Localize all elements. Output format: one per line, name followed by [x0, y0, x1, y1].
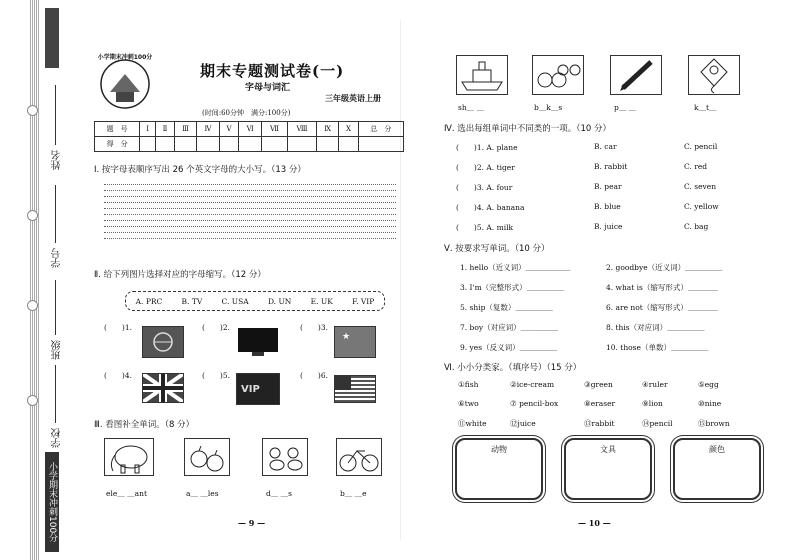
score-header-cell: 题 号	[95, 122, 140, 137]
word-9: ⑨lion	[642, 399, 663, 408]
q4-row-2-a[interactable]: ( )2. A. tiger	[456, 163, 515, 172]
q5-item-10-label: 10. those（单数）	[606, 343, 671, 352]
score-header-cell: Ⅵ	[239, 122, 262, 137]
svg-text:★: ★	[342, 332, 351, 342]
score-cell[interactable]	[156, 137, 175, 152]
word-8: ⑧eraser	[584, 399, 616, 408]
bike-image	[336, 438, 382, 476]
page-divider	[400, 20, 401, 540]
q5-item-4[interactable]: 4. what is（缩写形式）＿＿＿＿	[606, 283, 718, 292]
dogs-image	[262, 438, 308, 476]
section5-title: Ⅴ. 按要求写单词。（10 分）	[444, 244, 550, 254]
logo	[92, 52, 158, 112]
word-bike[interactable]: b＿ ＿e	[340, 489, 367, 498]
word-12: ⑫juice	[510, 419, 536, 428]
q5-item-5[interactable]: 5. ship（复数）＿＿＿＿＿	[460, 303, 553, 312]
apples-image	[184, 438, 230, 476]
score-header-cell: Ⅹ	[339, 122, 358, 137]
q4-row-1-b: B. car	[594, 142, 617, 151]
q5-item-4-label: 4. what is（缩写形式）	[606, 283, 688, 292]
score-table	[94, 121, 404, 152]
word-bikes[interactable]: b＿k＿s	[534, 103, 563, 112]
score-cell[interactable]	[317, 137, 339, 152]
category-colors-label: 颜色	[709, 445, 725, 454]
option-vip: F. VIP	[352, 296, 375, 306]
pen-image	[610, 55, 662, 95]
word-apples[interactable]: a＿ ＿les	[186, 489, 219, 498]
q4-row-3-b: B. pear	[594, 182, 622, 191]
word-6: ⑥two	[458, 399, 479, 408]
name-line	[55, 85, 56, 145]
kite-image	[688, 55, 740, 95]
china-flag-image	[334, 326, 376, 358]
q4-row-5-b: B. juice	[594, 222, 623, 231]
score-cell[interactable]	[175, 137, 197, 152]
word-elephant[interactable]: ele＿ ＿ant	[106, 489, 147, 498]
q5-item-5-label: 5. ship（复数）	[460, 303, 516, 312]
vip-card-text: VIP	[241, 384, 260, 395]
word-10: ⑩nine	[698, 399, 722, 408]
q5-item-3[interactable]: 3. I'm（完整形式）＿＿＿＿＿	[460, 283, 565, 292]
option-uk: E. UK	[310, 296, 333, 306]
elephant-image	[104, 438, 154, 476]
score-row-label: 得 分	[95, 137, 140, 152]
q2-item-4[interactable]: ( )4.	[104, 371, 133, 380]
score-header-cell: Ⅷ	[287, 122, 316, 137]
page-subtitle: 字母与词汇	[245, 83, 291, 93]
school-label: 学校	[52, 428, 63, 448]
q4-row-3-a[interactable]: ( )3. A. four	[456, 183, 513, 192]
score-cell[interactable]	[239, 137, 262, 152]
ship-image	[456, 55, 508, 95]
score-header-cell: Ⅲ	[175, 122, 197, 137]
q4-row-2-c: C. red	[684, 162, 708, 171]
bikes-image	[532, 55, 584, 95]
score-header-cell: Ⅴ	[219, 122, 238, 137]
section4-title: Ⅳ. 选出每组单词中不同类的一项。（10 分）	[444, 124, 612, 134]
q5-item-1-label: 1. hello（近义词）	[460, 263, 526, 272]
section1-title: Ⅰ. 按字母表顺序写出 26 个英文字母的大小写。（13 分）	[94, 165, 306, 175]
score-header-cell: Ⅱ	[156, 122, 175, 137]
score-cell[interactable]	[358, 137, 403, 152]
q4-row-2-b: B. rabbit	[594, 162, 628, 171]
id-label: 学号	[52, 248, 63, 268]
name-label: 姓名	[52, 150, 63, 170]
q4-row-4-c: C. yellow	[684, 202, 719, 211]
q5-item-7-label: 7. boy（对应词）	[460, 323, 521, 332]
tv-image	[236, 326, 280, 358]
q4-row-5-a[interactable]: ( )5. A. milk	[456, 223, 514, 232]
option-tv: B. TV	[181, 296, 203, 306]
word-pen[interactable]: p＿ ＿	[614, 103, 637, 112]
section3-title: Ⅲ. 看图补全单词。（8 分）	[94, 420, 195, 430]
score-cell[interactable]	[262, 137, 288, 152]
q5-item-3-label: 3. I'm（完整形式）	[460, 283, 527, 292]
q5-item-2[interactable]: 2. goodbye（近义词）＿＿＿＿＿	[606, 263, 723, 272]
binding-hole	[27, 210, 38, 221]
word-1: ①fish	[458, 380, 479, 389]
option-usa: C. USA	[221, 296, 249, 306]
q4-row-5-c: C. bag	[684, 222, 709, 231]
word-3: ③green	[584, 380, 613, 389]
category-stationery-label: 文具	[600, 445, 616, 454]
word-ship[interactable]: sh＿ ＿	[458, 103, 485, 112]
binding-hole	[27, 395, 38, 406]
q2-item-5[interactable]: ( )5.	[202, 371, 231, 380]
id-line	[55, 185, 56, 243]
page-title: 期末专题测试卷(一)	[200, 62, 345, 80]
word-2: ②ice-cream	[510, 380, 555, 389]
usa-flag-image	[334, 375, 376, 403]
q4-row-4-a[interactable]: ( )4. A. banana	[456, 203, 525, 212]
word-kite[interactable]: k＿t＿	[694, 103, 717, 112]
word-5: ⑤egg	[698, 380, 719, 389]
word-13: ⑬rabbit	[584, 419, 615, 428]
q2-item-6[interactable]: ( )6.	[300, 371, 329, 380]
category-colors-box[interactable]	[673, 438, 761, 500]
score-cell[interactable]	[287, 137, 316, 152]
category-animals-label: 动物	[491, 445, 507, 454]
binding-hole	[27, 300, 38, 311]
school-line	[55, 365, 56, 423]
q4-row-1-c: C. pencil	[684, 142, 718, 151]
un-flag-image	[142, 326, 184, 358]
q4-row-3-c: C. seven	[684, 182, 717, 191]
q5-item-6-label: 6. are not（缩写形式）	[606, 303, 688, 312]
grade-label: 三年级英语上册	[325, 93, 381, 103]
option-un: D. UN	[267, 296, 292, 306]
binding-strip	[30, 0, 40, 560]
section2-title: Ⅱ. 给下列图片选择对应的字母缩写。（12 分）	[94, 270, 266, 280]
score-header-cell: 总 分	[358, 122, 403, 137]
q5-item-7[interactable]: 7. boy（对应词）＿＿＿＿＿	[460, 323, 559, 332]
abbreviation-options	[125, 291, 385, 311]
score-cell[interactable]	[219, 137, 238, 152]
option-prc: A. PRC	[135, 296, 163, 306]
score-cell[interactable]	[339, 137, 358, 152]
score-header-cell: Ⅸ	[317, 122, 339, 137]
word-dogs[interactable]: d＿ ＿s	[266, 489, 293, 498]
q5-item-8[interactable]: 8. this（对应词）＿＿＿＿＿	[606, 323, 705, 332]
page-number-left: — 9 —	[238, 518, 266, 528]
q5-item-9[interactable]: 9. yes（反义词）＿＿＿＿＿	[460, 343, 558, 352]
vip-card-image	[236, 373, 280, 405]
binding-top-bar	[45, 8, 59, 68]
q5-item-10[interactable]: 10. those（单数）＿＿＿＿＿	[606, 343, 709, 352]
word-7: ⑦ pencil-box	[510, 399, 559, 408]
binding-brand: 小学期末冲刺100分	[45, 452, 59, 552]
q5-item-9-label: 9. yes（反义词）	[460, 343, 520, 352]
q5-item-8-label: 8. this（对应词）	[606, 323, 668, 332]
uk-flag-image	[142, 373, 184, 403]
q5-item-1[interactable]: 1. hello（近义词）＿＿＿＿＿＿	[460, 263, 571, 272]
page-number-right: — 10 —	[578, 518, 611, 528]
logo-text: 小学期末冲刺100分	[97, 54, 153, 61]
q2-item-2[interactable]: ( )2.	[202, 323, 231, 332]
q5-item-6[interactable]: 6. are not（缩写形式）＿＿＿＿	[606, 303, 718, 312]
time-label: (时间:60分钟 满分:100分)	[202, 109, 291, 117]
score-header-cell: Ⅳ	[197, 122, 220, 137]
category-animals-box[interactable]	[455, 438, 543, 500]
q4-row-4-b: B. blue	[594, 202, 621, 211]
word-11: ⑪white	[458, 419, 487, 428]
score-header-cell: Ⅰ	[140, 122, 156, 137]
word-15: ⑮brown	[698, 419, 730, 428]
section6-title: Ⅵ. 小小分类家。（填序号）（15 分）	[444, 363, 582, 373]
q4-row-1-a[interactable]: ( )1. A. plane	[456, 143, 518, 152]
score-cell[interactable]	[197, 137, 220, 152]
binding-hole	[27, 105, 38, 116]
class-line	[55, 280, 56, 335]
score-cell[interactable]	[140, 137, 156, 152]
q2-item-1[interactable]: ( )1.	[104, 323, 133, 332]
score-header-cell: Ⅶ	[262, 122, 288, 137]
category-stationery-box[interactable]	[564, 438, 652, 500]
class-label: 班级	[52, 340, 63, 360]
q5-item-2-label: 2. goodbye（近义词）	[606, 263, 686, 272]
word-14: ⑭pencil	[642, 419, 673, 428]
q2-item-3[interactable]: ( )3.	[300, 323, 329, 332]
word-4: ④ruler	[642, 380, 668, 389]
alphabet-lines[interactable]	[104, 178, 396, 239]
